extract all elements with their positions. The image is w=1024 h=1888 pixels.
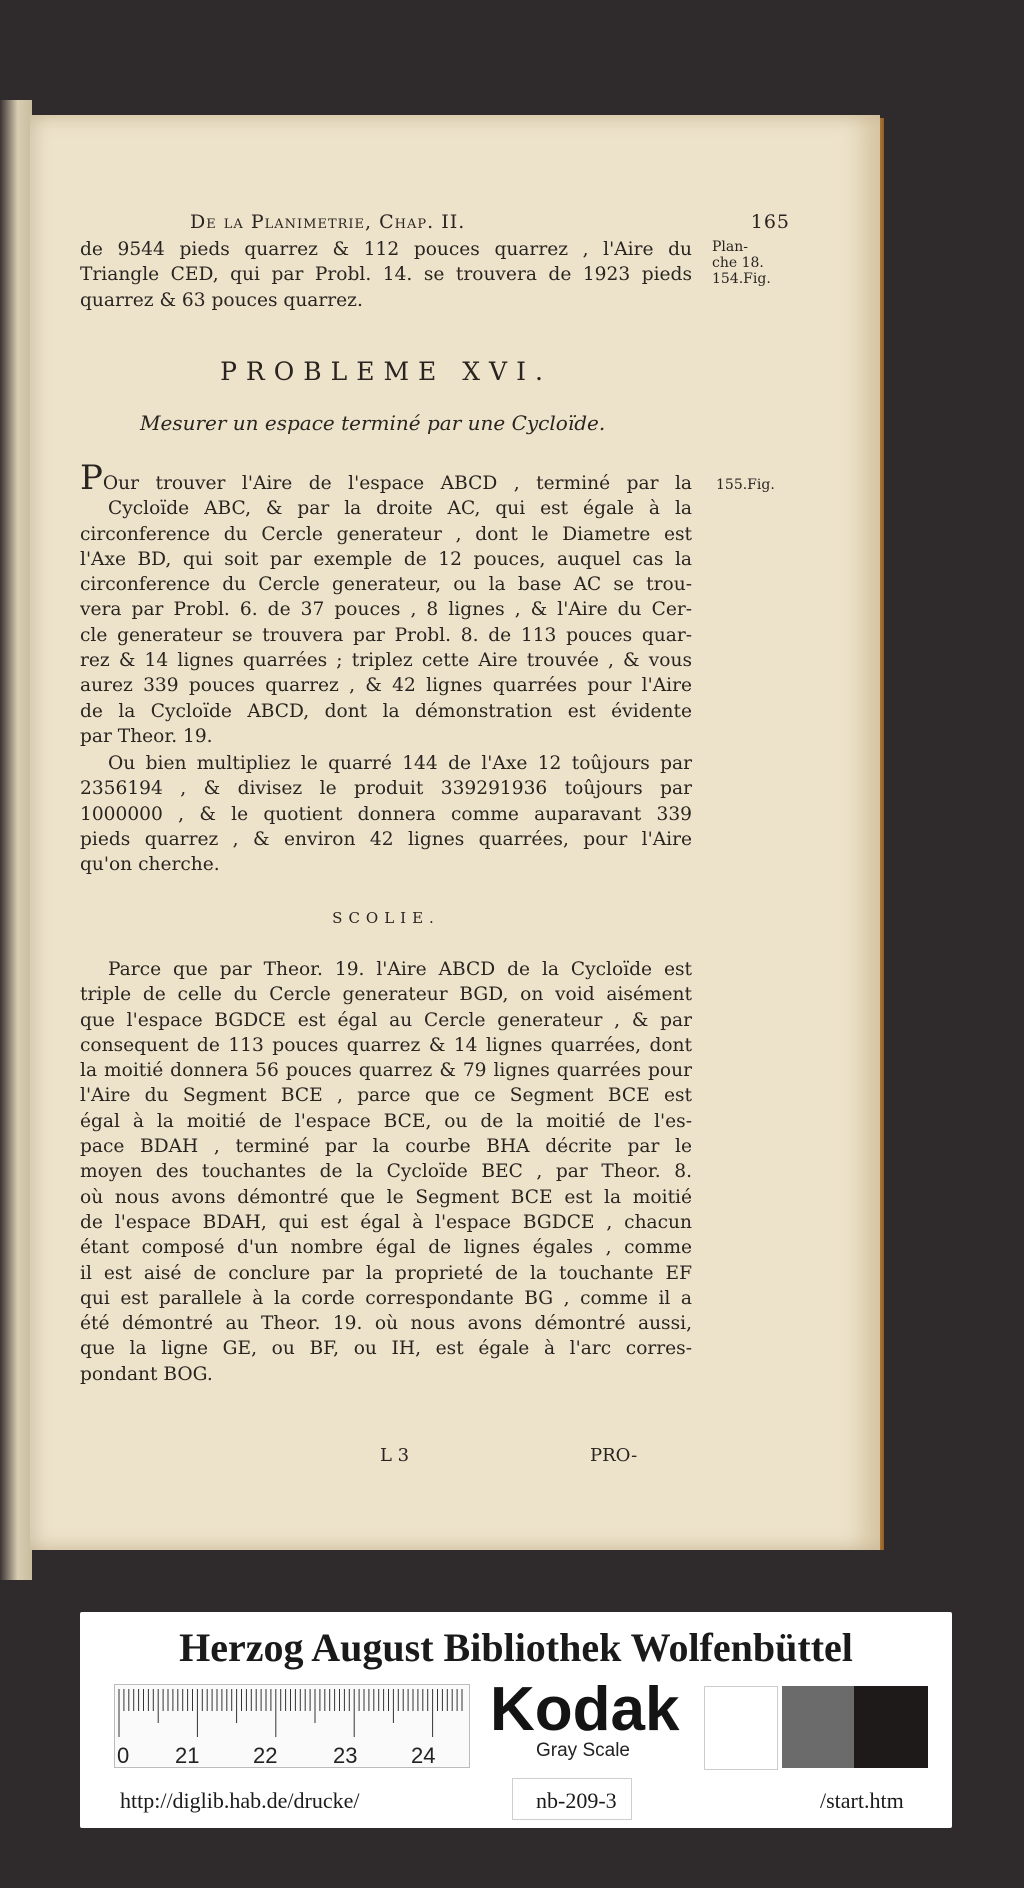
margin-note-line: 154.Fig. (712, 271, 771, 287)
text-line: consequent de 113 pouces quarrez & 14 lignes quarrées, dont (80, 1034, 692, 1056)
gray-swatch (782, 1686, 854, 1768)
alternative-paragraph (80, 751, 692, 877)
text-line: Parce que par Theor. 19. l'Aire ABCD de la Cycloïde est (108, 959, 692, 980)
text-line (80, 458, 692, 498)
url-prefix: http://diglib.hab.de/drucke/ (120, 1788, 360, 1813)
white-swatch (704, 1686, 778, 1770)
scolie-body (80, 957, 692, 1387)
text-line: Triangle CED, qui par Probl. 14. se trouvera de 1923 pieds (80, 264, 692, 286)
text-line: moyen des touchantes de la Cycloïde BEC , par Theor. 8. (80, 1161, 692, 1183)
text-line: l'Aire du Segment BCE , parce que ce Segment BCE est (80, 1085, 692, 1107)
running-head (190, 211, 790, 239)
text-line: pace BDAH , terminé par la courbe BHA décrite par le (80, 1136, 692, 1158)
text-line: par Theor. 19. (80, 725, 213, 747)
library-title: Herzog August Bibliothek Wolfenbüttel (179, 1625, 853, 1670)
text-line: pieds quarrez , & environ 42 lignes quarrées, pour l'Aire (80, 828, 692, 850)
text-line: cle generateur se trouvera par Probl. 8. de 113 pouces quar- (80, 624, 692, 646)
ruler-number: 21 (175, 1743, 200, 1768)
text-line: que la ligne GE, ou BF, ou IH, est égale à l'arc corres- (80, 1338, 692, 1360)
text-line: étant composé d'un nombre égal de lignes égales , comme (80, 1237, 692, 1259)
ruler-number: 23 (333, 1743, 358, 1768)
text-line: aurez 339 pouces quarrez , & 42 lignes quarrées pour l'Aire (80, 675, 692, 697)
margin-note-plate (712, 239, 771, 287)
book-page (30, 115, 880, 1550)
text-line: triple de celle du Cercle generateur BGD, on void aisément (80, 984, 692, 1006)
text-line: l'Axe BD, qui soit par exemple de 12 pouces, auquel cas la (80, 548, 692, 570)
margin-note-line: che 18. (712, 255, 764, 271)
problem-heading: PROBLEME XVI. (220, 357, 552, 386)
text-line: la moitié donnera 56 pouces quarrez & 79 lignes quarrées pour (80, 1060, 692, 1082)
gray-scale-label: Gray Scale (536, 1740, 630, 1761)
color-target-card (80, 1612, 952, 1828)
text-line: vera par Probl. 6. de 37 pouces , 8 lignes , & l'Aire du Cer- (80, 599, 692, 621)
text-line: de l'espace BDAH, qui est égal à l'espace BGDCE , chacun (80, 1211, 692, 1233)
problem-subtitle: Mesurer un espace terminé par une Cycloïde. (140, 411, 606, 435)
text-line: 1000000 , & le quotient donnera comme auparavant 339 (80, 803, 692, 825)
catchword: PRO- (590, 1445, 638, 1466)
page-number: 165 (750, 211, 790, 233)
text-line-rest: Our trouver l'Aire de l'espace ABCD , terminé par la (102, 473, 692, 494)
text-line: 2356194 , & divisez le produit 339291936 toûjours par (80, 778, 692, 800)
text-line: Ou bien multipliez le quarré 144 de l'Axe 12 toûjours par (108, 753, 692, 774)
text-line: qui est parallele à la corde correspondante BG , comme il a (80, 1287, 692, 1309)
text-line: circonference du Cercle generateur , dont le Diametre est (80, 523, 692, 545)
ruler-number: 0 (117, 1743, 130, 1768)
margin-note-figure: 155.Fig. (716, 477, 775, 493)
kodak-logo: Kodak (490, 1675, 680, 1744)
url-id: nb-209-3 (536, 1788, 617, 1813)
margin-note-line: Plan- (712, 239, 748, 255)
text-line: qu'on cherche. (80, 854, 220, 876)
scale-ruler (114, 1684, 470, 1768)
intro-paragraph (80, 237, 692, 313)
text-line: il est aisé de conclure par la proprieté de la touchante EF (80, 1262, 692, 1284)
black-swatch (854, 1686, 928, 1768)
text-line: pondant BOG. (80, 1363, 213, 1385)
ruler-number: 24 (411, 1743, 436, 1768)
text-line: de 9544 pieds quarrez & 112 pouces quarrez , l'Aire du (80, 239, 692, 260)
text-line: égal à la moitié de l'espace BCE, ou de la moitié de l'es- (80, 1110, 692, 1132)
text-line: où nous avons démontré que le Segment BCE est la moitié (80, 1186, 692, 1208)
text-line: été démontré au Theor. 19. où nous avons démontré aussi, (80, 1313, 692, 1335)
running-head-title: De la Planimetrie, Chap. II. (190, 211, 466, 233)
text-line: rez & 14 lignes quarrées ; triplez cette Aire trouvée , & vous (80, 650, 692, 672)
adjacent-page-edge (0, 100, 32, 1580)
scolie-heading: SCOLIE. (332, 909, 440, 927)
text-line: quarrez & 63 pouces quarrez. (80, 289, 363, 311)
signature-mark: L 3 (380, 1445, 410, 1466)
ruler-number: 22 (253, 1743, 278, 1768)
problem-body (80, 458, 692, 749)
text-line: Cycloïde ABC, & par la droite AC, qui est égale à la (108, 498, 692, 520)
drop-cap: P (80, 458, 103, 498)
url-suffix: /start.htm (820, 1788, 904, 1813)
text-line: que l'espace BGDCE est égal au Cercle generateur , & par (80, 1009, 692, 1031)
text-line: de la Cycloïde ABCD, dont la démonstration est évidente (80, 700, 692, 722)
text-line: circonference du Cercle generateur, ou la base AC se trou- (80, 574, 692, 596)
